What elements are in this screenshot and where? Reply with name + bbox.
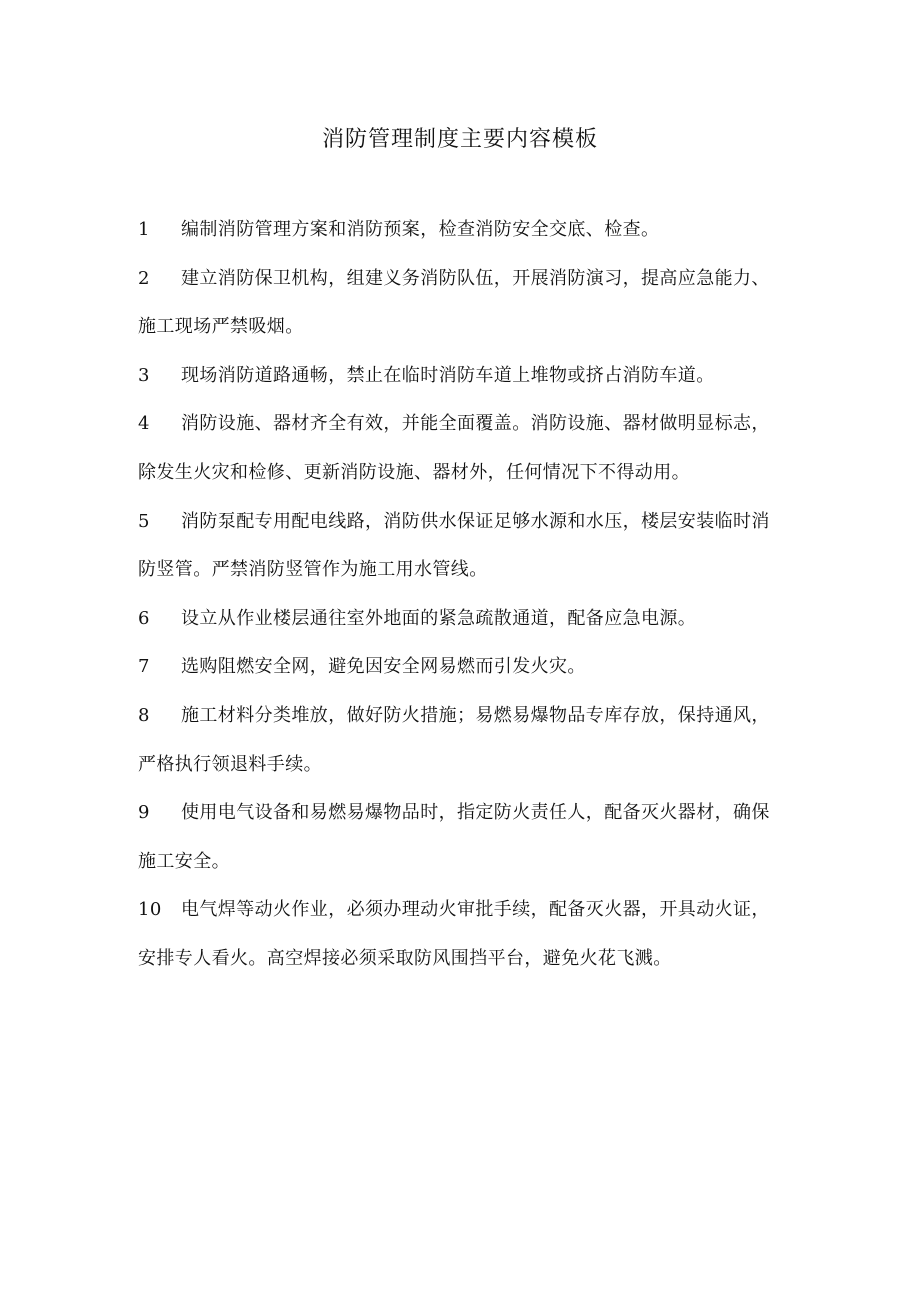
list-item [138,595,778,644]
list-item [138,643,778,692]
item-number: 5 [138,510,150,532]
list-item-line [138,886,778,935]
item-number: 10 [138,899,162,921]
list-item [138,400,778,497]
item-text: 现场消防道路通畅，禁止在临时消防车道上堆物或挤占消防车道。 [181,364,715,386]
item-text: 严格执行领退料手续。 [138,753,322,775]
list-item-line [138,255,778,304]
list-item-line [138,400,778,449]
list-item-line [138,546,778,595]
item-text: 防竖管。严禁消防竖管作为施工用水管线。 [138,559,488,581]
item-text: 施工安全。 [138,850,230,872]
list-item-line [138,595,778,644]
item-text: 安排专人看火。高空焊接必须采取防风围挡平台，避免火花飞溅。 [138,947,672,969]
item-text: 建立消防保卫机构，组建义务消防队伍，开展消防演习，提高应急能力、 [181,267,770,289]
list-item-line [138,789,778,838]
list-item [138,498,778,595]
item-number: 4 [138,413,150,435]
item-text: 除发生火灾和检修、更新消防设施、器材外，任何情况下不得动用。 [138,461,690,483]
item-text: 消防设施、器材齐全有效，并能全面覆盖。消防设施、器材做明显标志， [181,413,770,435]
item-text: 施工现场严禁吸烟。 [138,316,304,338]
list-item-line [138,643,778,692]
list-item-line [138,741,778,790]
document-body [138,206,778,984]
list-item-line [138,498,778,547]
list-item-line [138,692,778,741]
list-item [138,255,778,352]
item-number: 8 [138,704,150,726]
list-item [138,206,778,255]
item-number: 1 [138,219,150,240]
item-number: 9 [138,802,150,824]
list-item-line [138,352,778,401]
list-item [138,692,778,789]
item-text: 使用电气设备和易燃易爆物品时，指定防火责任人，配备灭火器材，确保 [181,802,770,824]
item-number: 2 [138,267,150,289]
item-text: 选购阻燃安全网，避免因安全网易燃而引发火灾。 [181,656,586,678]
list-item [138,352,778,401]
item-text: 设立从作业楼层通往室外地面的紧急疏散通道，配备应急电源。 [181,607,697,629]
list-item-line [138,206,778,255]
document-title: 消防管理制度主要内容模板 [321,127,598,152]
item-number: 3 [138,364,150,386]
list-item-line [138,449,778,498]
item-number: 6 [138,607,150,629]
item-text: 消防泵配专用配电线路，消防供水保证足够水源和水压，楼层安装临时消 [181,510,770,532]
item-text: 施工材料分类堆放，做好防火措施；易燃易爆物品专库存放，保持通风， [181,704,770,726]
list-item-line [138,935,778,984]
list-item [138,886,778,983]
item-text: 编制消防管理方案和消防预案，检查消防安全交底、检查。 [181,219,660,240]
item-number: 7 [138,656,150,678]
list-item-line [138,838,778,887]
list-item [138,789,778,886]
list-item-line [138,303,778,352]
item-text: 电气焊等动火作业，必须办理动火审批手续，配备灭火器，开具动火证， [181,899,770,921]
